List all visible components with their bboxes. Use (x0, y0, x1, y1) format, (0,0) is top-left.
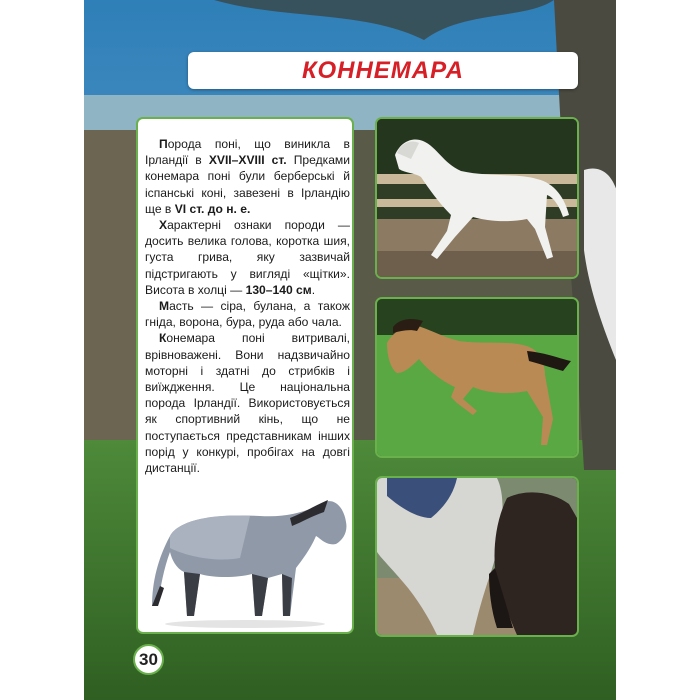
page-title: КОННЕМАРА (302, 56, 464, 84)
grey-pony-standing-photo (140, 488, 350, 630)
page-number: 30 (133, 644, 164, 675)
white-horse-frame (375, 117, 579, 279)
paragraph (145, 217, 350, 298)
title-banner (188, 52, 578, 89)
text-run: К (159, 331, 167, 346)
text-run: Х (159, 218, 168, 233)
text-run: П (159, 137, 168, 151)
text-run: асть — сіра, булана, а також гніда, ворона, бура, руда або чала. (145, 299, 350, 330)
bay-foal-jumping-photo (377, 299, 577, 456)
paragraph (145, 298, 350, 330)
text-run: VI ст. до н. е. (174, 201, 251, 216)
article-text (145, 136, 350, 476)
text-run: 130–140 см (245, 282, 312, 297)
paragraph (145, 330, 350, 476)
mare-foal-frame (375, 476, 579, 637)
foal-frame (375, 297, 579, 458)
paragraph (145, 136, 350, 217)
text-run: арактерні ознаки породи — досить велика голова, коротка шия, густа грива, яку зазвичай підстригають у вигляді «щітки». Висота в холці — (145, 218, 350, 297)
text-run: М (159, 299, 170, 314)
text-run: орода поні, що виникла в Ірландії в (145, 137, 350, 168)
text-run: онемара поні витривалі, врівноважені. Вони надзвичайно моторні і здатні до стрибків і виїждження. Це національна порода Ірландії. Використовується як спортивний кінь, що не поступається представникам інших порід у конкурі, пробігах на довгі дистанції. (145, 331, 350, 476)
text-run: Предками конемара поні були берберські й іспанські коні, завезені в Ірландію ще в (145, 153, 350, 216)
white-horse-cantering-photo (377, 119, 577, 277)
text-run: XVII–XVIII ст. (208, 153, 287, 168)
mare-and-foal-photo (377, 478, 577, 635)
text-run: . (311, 282, 316, 297)
